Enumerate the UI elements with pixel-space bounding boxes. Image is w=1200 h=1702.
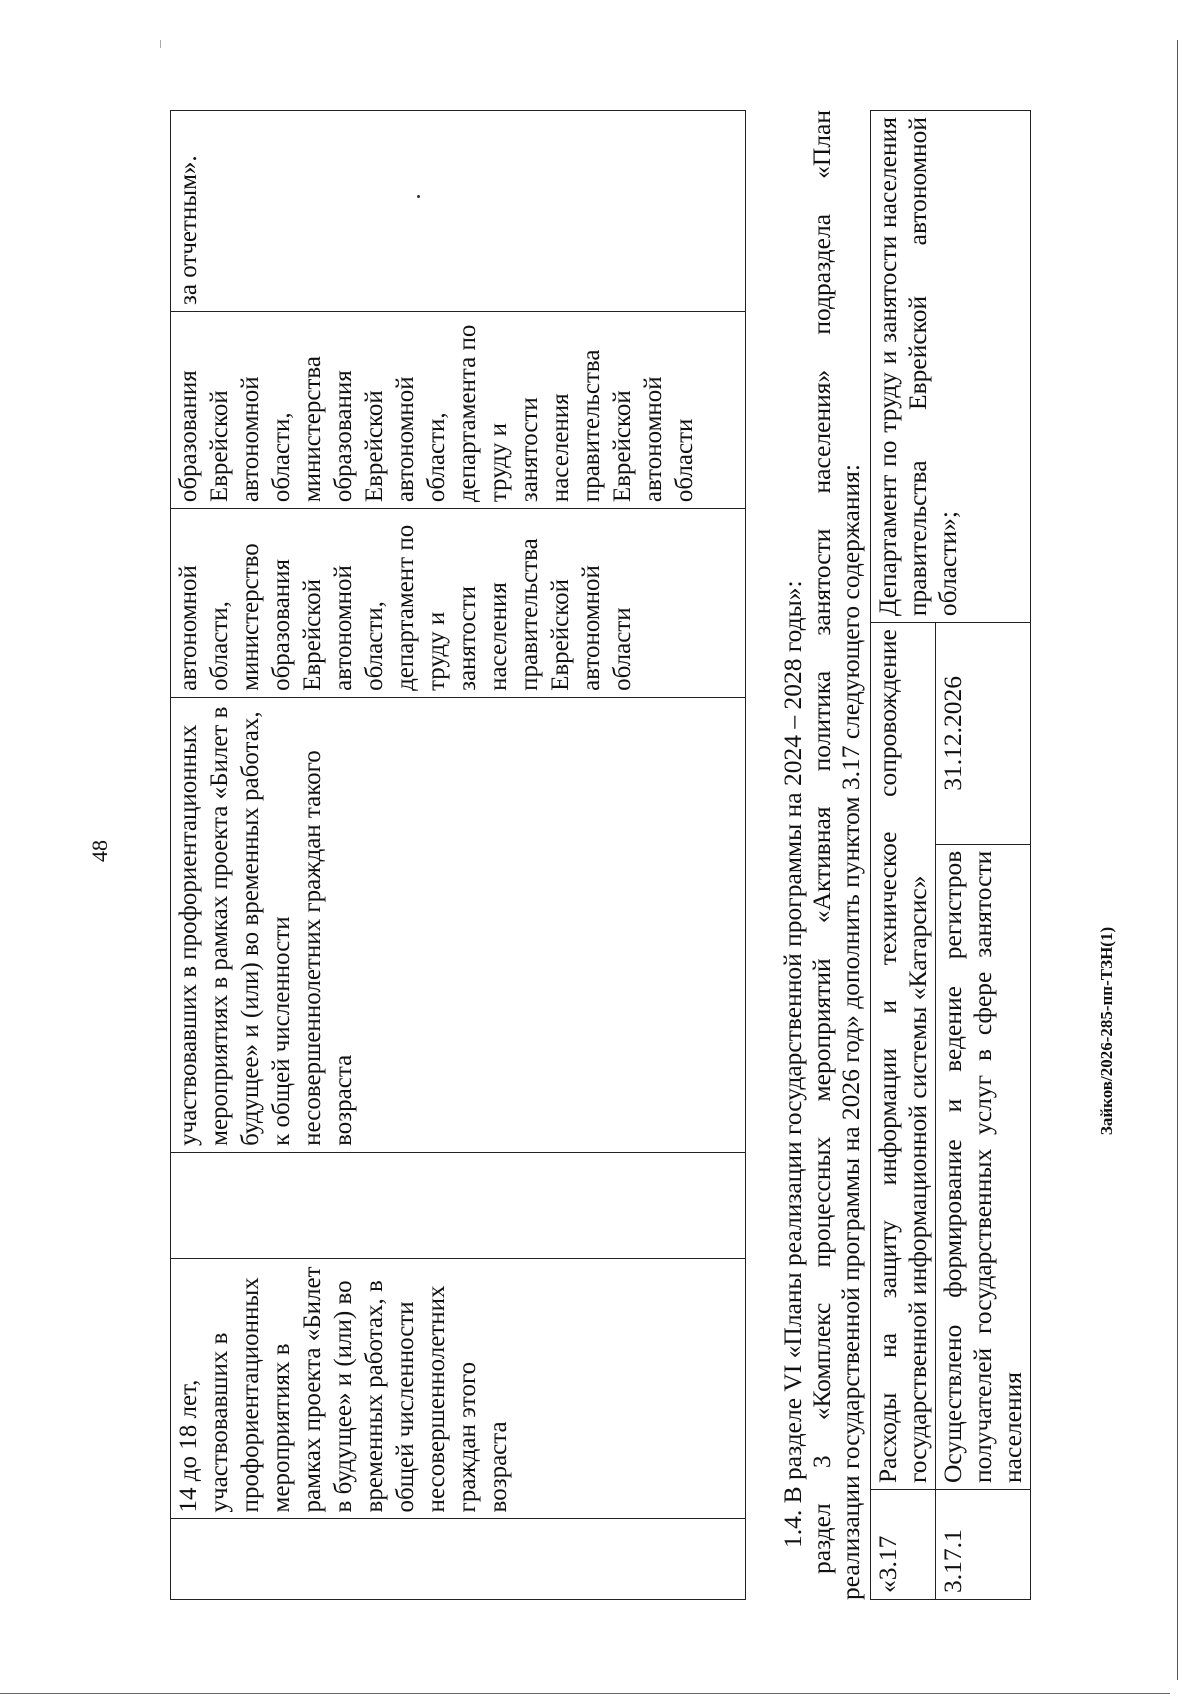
table-cell — [171, 1152, 746, 1258]
scan-mark — [160, 40, 161, 48]
page-number: 48 — [87, 840, 112, 862]
table-row — [171, 111, 746, 1600]
item-number: 3.17.1 — [936, 1490, 1031, 1600]
item-number: «3.17 — [871, 1490, 936, 1600]
scan-edge-bottom — [0, 1693, 1170, 1695]
table-cell-responsible: автономной области, министерство образования Еврейской автономной области, департамент по труду и занятости населения правительства Еврейской автономной области — [171, 509, 746, 698]
scan-edge-right — [1177, 40, 1179, 1680]
table-cell — [171, 1519, 746, 1600]
item-responsible — [871, 111, 1031, 623]
table-cell-indicator: 14 до 18 лет, участвовавших в профориентационных мероприятиях в рамках проекта «Билет в будущее» и (или) во временных работах, в общей численности несовершеннолетних граждан этого возраста — [171, 1258, 746, 1519]
item-description: Осуществлено формирование и ведение регистров получателей государственных услуг в сфере занятости населения — [936, 844, 1031, 1489]
table-cell-source: образования Еврейской автономной области, министерства образования Еврейской автономной области, департамента по труду и занятости населения правительства Еврейской автономной области — [171, 311, 746, 508]
paragraph-line: раздел 3 «Комплекс процессных мероприятий «Активная политика занятости населения» подраздела «План — [807, 110, 836, 1574]
bottom-table — [870, 110, 1031, 1600]
paragraph-line: реализации государственной программы на 2026 год» дополнить пунктом 3.17 следующего содержания: — [836, 464, 865, 1600]
item-description: Расходы на защиту информации и техническое сопровождение государственной информационной системы «Катарсис» — [871, 623, 936, 1490]
document-code: Зайков/2026-285-пп-ТЗН(1) — [1097, 926, 1116, 1136]
table-row — [871, 111, 936, 1600]
table-cell-period: за отчетным». — [171, 111, 746, 312]
responsible-part: правительства Еврейской автономной области»; — [903, 117, 962, 617]
paragraph-line: 1.4. В разделе VI «Планы реализации государственной программы на 2024 – 2028 годы»: — [778, 580, 807, 1548]
responsible-part: населения — [873, 117, 902, 228]
item-date: 31.12.2026 — [936, 623, 1031, 845]
table-cell-method: участвовавших в профориентационных мероприятиях в рамках проекта «Билет в будущее» и (или) во временных работах, к общей численности несовершеннолетних граждан такого возраста — [171, 697, 746, 1152]
responsible-part: Департамент по труду и занятости — [873, 235, 902, 617]
rotated-page-content — [170, 110, 1030, 1600]
amendment-paragraph — [778, 110, 865, 1600]
top-table — [170, 110, 746, 1600]
